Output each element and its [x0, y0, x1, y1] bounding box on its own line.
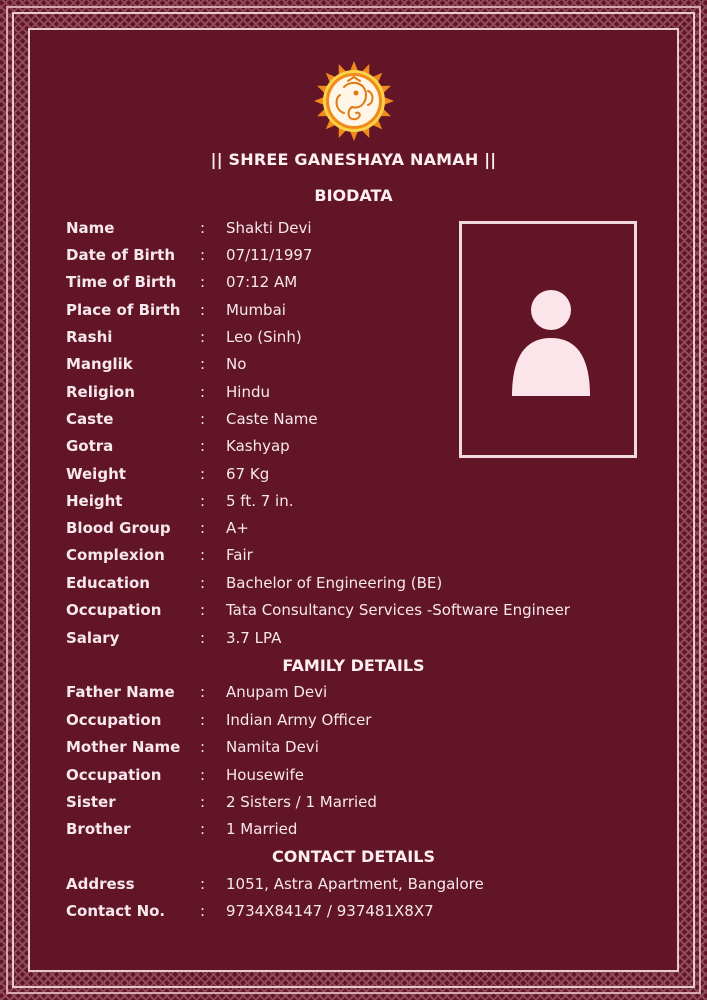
family-details-heading: FAMILY DETAILS	[282, 656, 425, 675]
detail-value: Mumbai	[226, 301, 286, 319]
separator: :	[200, 328, 206, 346]
detail-value: No	[226, 355, 247, 373]
detail-value: Anupam Devi	[226, 683, 328, 701]
separator: :	[200, 410, 206, 428]
detail-value: Indian Army Officer	[226, 711, 372, 729]
detail-label: Occupation	[66, 601, 162, 619]
separator: :	[200, 437, 206, 455]
detail-label: Date of Birth	[66, 246, 176, 264]
separator: :	[200, 465, 206, 483]
detail-value: Bachelor of Engineering (BE)	[226, 574, 443, 592]
invocation-heading: || SHREE GANESHAYA NAMAH ||	[210, 150, 497, 169]
detail-value: 5 ft. 7 in.	[226, 492, 294, 510]
separator: :	[200, 902, 206, 920]
separator: :	[200, 738, 206, 756]
detail-label: Occupation	[66, 766, 162, 784]
contact-details-heading: CONTACT DETAILS	[272, 847, 435, 866]
detail-value: Tata Consultancy Services -Software Engineer	[226, 601, 570, 619]
detail-label: Occupation	[66, 711, 162, 729]
detail-label: Height	[66, 492, 123, 510]
detail-label: Religion	[66, 383, 135, 401]
detail-label: Father Name	[66, 683, 175, 701]
separator: :	[200, 546, 206, 564]
detail-value: Hindu	[226, 383, 270, 401]
detail-value: Shakti Devi	[226, 219, 312, 237]
detail-value: Caste Name	[226, 410, 318, 428]
detail-label: Address	[66, 875, 135, 893]
separator: :	[200, 683, 206, 701]
detail-label: Mother Name	[66, 738, 181, 756]
detail-label: Caste	[66, 410, 114, 428]
detail-label: Sister	[66, 793, 116, 811]
detail-value: 3.7 LPA	[226, 629, 282, 647]
separator: :	[200, 875, 206, 893]
user-avatar-icon	[510, 290, 592, 398]
separator: :	[200, 219, 206, 237]
separator: :	[200, 355, 206, 373]
detail-label: Name	[66, 219, 115, 237]
detail-label: Education	[66, 574, 150, 592]
detail-value: 2 Sisters / 1 Married	[226, 793, 377, 811]
detail-value: A+	[226, 519, 249, 537]
detail-label: Contact No.	[66, 902, 166, 920]
detail-label: Time of Birth	[66, 273, 177, 291]
biodata-title: BIODATA	[314, 186, 393, 205]
separator: :	[200, 711, 206, 729]
detail-value: 67 Kg	[226, 465, 270, 483]
detail-value: Kashyap	[226, 437, 290, 455]
detail-label: Brother	[66, 820, 131, 838]
separator: :	[200, 383, 206, 401]
separator: :	[200, 629, 206, 647]
separator: :	[200, 273, 206, 291]
separator: :	[200, 601, 206, 619]
detail-label: Complexion	[66, 546, 165, 564]
separator: :	[200, 301, 206, 319]
detail-value: 1051, Astra Apartment, Bangalore	[226, 875, 484, 893]
ganesha-emblem-icon	[313, 60, 395, 142]
separator: :	[200, 793, 206, 811]
detail-value: Fair	[226, 546, 253, 564]
detail-label: Manglik	[66, 355, 133, 373]
detail-value: 1 Married	[226, 820, 298, 838]
separator: :	[200, 519, 206, 537]
separator: :	[200, 492, 206, 510]
detail-value: 07:12 AM	[226, 273, 298, 291]
detail-value: 9734X84147 / 937481X8X7	[226, 902, 434, 920]
detail-value: Leo (Sinh)	[226, 328, 302, 346]
detail-value: Housewife	[226, 766, 304, 784]
detail-label: Rashi	[66, 328, 113, 346]
detail-value: Namita Devi	[226, 738, 319, 756]
separator: :	[200, 766, 206, 784]
separator: :	[200, 820, 206, 838]
detail-label: Gotra	[66, 437, 114, 455]
detail-label: Blood Group	[66, 519, 171, 537]
detail-label: Place of Birth	[66, 301, 181, 319]
detail-label: Weight	[66, 465, 126, 483]
detail-label: Salary	[66, 629, 120, 647]
detail-value: 07/11/1997	[226, 246, 313, 264]
separator: :	[200, 246, 206, 264]
photo-frame	[459, 221, 637, 458]
separator: :	[200, 574, 206, 592]
